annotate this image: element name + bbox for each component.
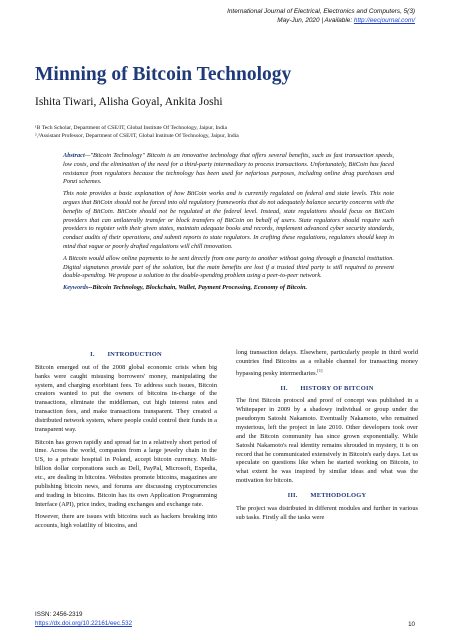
paper-title: Minning of Bitcoin Technology <box>35 64 292 85</box>
footer <box>35 610 132 628</box>
abstract-text-1: —"Bitcoin Technology" Bitcoin is an innovative technology that offers several benefits, such as fast transaction speeds, low costs, and the elimination of the need for a third-party intermediary to process transactions. Unfortunately, BitCoin has faced resistance from regulators because the technology has been used for nefarious purposes, including online drug purchases and Ponzi schemes. <box>63 152 394 186</box>
journal-issue-line <box>227 16 415 25</box>
abstract-paragraph-2: This note provides a basic explanation of how BitCoin works and is currently regulated on federal and state levels. This note argues that BitCoin should not be forced into old regulatory frameworks that do not adequately balance security concerns with the benefits of BitCoin. BitCoin should not be regulated at the federal level. Instead, state regulations should focus on BitCoin providers that can unilaterally transfer or block transfers of BitCoin on behalf of users. State regulators should require such providers to register with their given states, maintain adequate books and records, implement advanced cyber security standards, conduct audits of their operations, and submit reports to state regulators. In crafting these regulations, regulators should keep in mind that vague or poorly drafted regulations will chill innovation. <box>63 190 394 250</box>
abstract-paragraph-1 <box>63 152 394 187</box>
section-introduction-heading: I. INTRODUCTION <box>90 351 162 358</box>
journal-name: International Journal of Electrical, Electronics and Computers, 5(3) <box>227 8 415 15</box>
journal-link[interactable]: http://eecjournal.com/ <box>353 17 415 24</box>
history-paragraph: The first Bitcoin protocol and proof of concept was published in a Whitepaper in 2009 by a shadowy individual or group under the pseudonym Satoshi Nakamoto. Eventually Nakamoto, who remained mysterious, left the project in late 2010. Other developers took over and the Bitcoin community has since grown exponentially. While Satoshi Nakamoto's real identity remains shrouded in mystery, it is on record that he communicated extensively in Bitcoin's early days. Let us speculate on questions like when he started working on Bitcoin, to what extent he was inspired by similar ideas and what was the motivation for bitcoin. <box>236 397 418 485</box>
right-column <box>236 349 418 526</box>
section-methodology-heading: III. METHODOLOGY <box>287 491 367 499</box>
intro-continued <box>236 349 418 379</box>
methodology-paragraph: The project was distributed in different modules and further in various sub tasks. Firstly all the tasks were <box>236 504 418 521</box>
section-history-heading: II. HISTORY OF BITCOIN <box>280 384 374 392</box>
affiliation-2: ²,³Assistant Professor, Department of CSE/IT, Global Institute Of Technology, Jaipur, India <box>35 133 239 139</box>
left-column <box>35 349 217 535</box>
footer-issn: ISSN: 2456-2319 <box>35 611 83 618</box>
abstract <box>63 152 394 296</box>
footer-doi-link[interactable]: https://dx.doi.org/10.22161/eec.532 <box>35 620 133 627</box>
journal-date: May-Jun, 2020 | Available: <box>277 17 354 24</box>
paper-authors: Ishita Tiwari, Alisha Goyal, Ankita Joshi <box>35 96 223 108</box>
abstract-paragraph-3: A Bitcoin would allow online payments to be sent directly from one party to another without going through a financial institution. Digital signatures provide part of the solution, but the main benefits are lost if a trusted third party is still required to prevent double-spending. We propose a solution to the double-spending problem using a peer-to-peer network. <box>63 254 394 280</box>
page-number: 10 <box>408 621 415 628</box>
journal-header <box>227 7 415 25</box>
intro-paragraph-1: Bitcoin emerged out of the 2008 global economic crisis when big banks were caught misusing borrowers' money, manipulating the system, and charging exorbitant fees. To address such issues, Bitcoin creators wanted to put the owners of bitcoins in-charge of the transactions, eliminate the middleman, cut high interest rates and transaction fees, and make transactions transparent. They created a distributed network system, where people could control their funds in a transparent way. <box>35 363 217 433</box>
keywords-label: Keywords <box>63 284 89 292</box>
affiliation-1: ¹B Tech Scholar, Department of CSE/IT, Global Institute Of Technology, Jaipur, India <box>35 125 227 131</box>
intro-continued-text: long transaction delays. Elsewhere, particularly people in third world countries find Bitcoins as a reliable channel for transacting money bypassing pesky intermediaries. <box>236 349 418 377</box>
intro-paragraph-2: Bitcoin has grown rapidly and spread far in a relatively short period of time. Across the world, companies from a large jewelry chain in the US, to a private hospital in Poland, accept bitcoin currency. Multi-billion dollar corporations such as Dell, PayPal, Microsoft, Expedia, etc., are dealing in bitcoins. Websites promote bitcoins, magazines are publishing bitcoin news, and forums are discussing cryptocurrencies and trading in bitcoins. Bitcoin has its own Application Programming Interface (API), price index, trading exchanges and exchange rate. <box>35 438 217 508</box>
abstract-label: Abstract <box>63 152 85 159</box>
citation-ref: [1] <box>317 367 323 373</box>
intro-paragraph-3: However, there are issues with bitcoins such as hackers breaking into accounts, high volatility of bitcoins, and <box>35 513 217 530</box>
keywords <box>63 284 394 293</box>
keywords-text: --Bitcoin Technology, Blockchain, Wallet, Payment Processing, Economy of Bitcoin. <box>88 284 308 292</box>
